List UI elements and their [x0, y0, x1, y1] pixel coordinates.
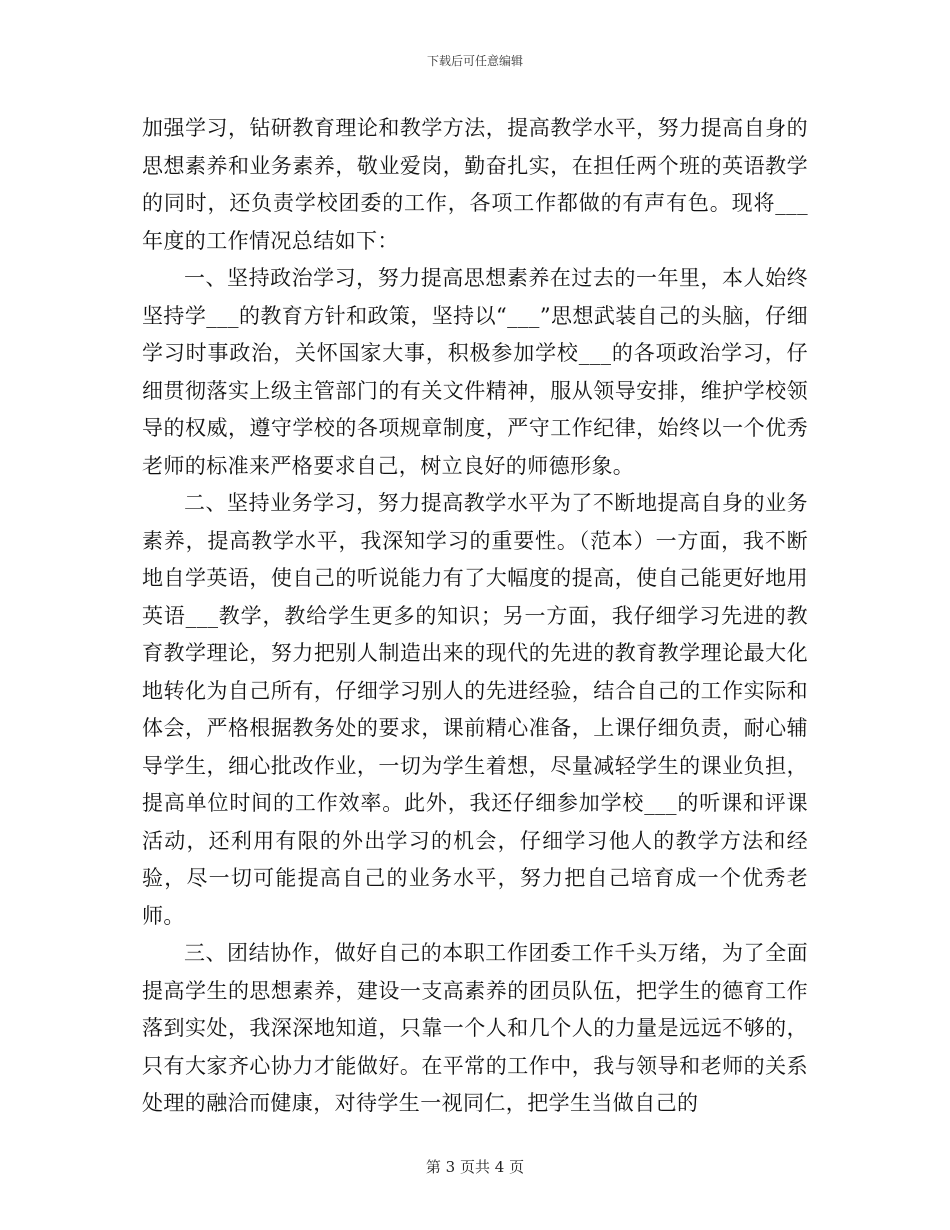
page-header: 下载后可任意编辑 — [426, 54, 523, 68]
page-number: 第 3 页共 4 页 — [425, 1158, 525, 1176]
paragraph-political-study: 一、坚持政治学习，努力提高思想素养在过去的一年里，本人始终坚持学___的教育方针和政策，坚持以“___”思想武装自己的头脑，仔细学习时事政治，关怀国家大事，积极参加学校___的各项政治学习，仔细贯彻落实上级主管部门的有关文件精神，服从领导安排，维护学校领导的权威，遵守学校的各项规章制度，严守工作纪律，始终以一个优秀老师的标准来严格要求自己，树立良好的师德形象。 — [142, 266, 808, 478]
document-body — [142, 110, 808, 1123]
paragraph-teamwork: 三、团结协作，做好自己的本职工作团委工作千头万绪，为了全面提高学生的思想素养，建设一支高素养的团员队伍，把学生的德育工作落到实处，我深深地知道，只靠一个人和几个人的力量是远远不够的，只有大家齐心协力才能做好。在平常的工作中，我与领导和老师的关系处理的融洽而健康，对待学生一视同仁，把学生当做自己的 — [142, 941, 808, 1115]
paragraph-intro: 加强学习，钻研教育理论和教学方法，提高教学水平，努力提高自身的思想素养和业务素养，敬业爱岗，勤奋扎实，在担任两个班的英语教学的同时，还负责学校团委的工作，各项工作都做的有声有色。现将___年度的工作情况总结如下： — [142, 116, 808, 253]
paragraph-professional-study: 二、坚持业务学习，努力提高教学水平为了不断地提高自身的业务素养，提高教学水平，我深知学习的重要性。（范本）一方面，我不断地自学英语，使自己的听说能力有了大幅度的提高，使自己能更好地用英语___教学，教给学生更多的知识；另一方面，我仔细学习先进的教育教学理论，努力把别人制造出来的现代的先进的教育教学理论最大化地转化为自己所有，仔细学习别人的先进经验，结合自己的工作实际和体会，严格根据教务处的要求，课前精心准备，上课仔细负责，耐心辅导学生，细心批改作业，一切为学生着想，尽量减轻学生的课业负担，提高单位时间的工作效率。此外，我还仔细参加学校___的听课和评课活动，还利用有限的外出学习的机会，仔细学习他人的教学方法和经验，尽一切可能提高自己的业务水平，努力把自己培育成一个优秀老师。 — [142, 491, 808, 928]
